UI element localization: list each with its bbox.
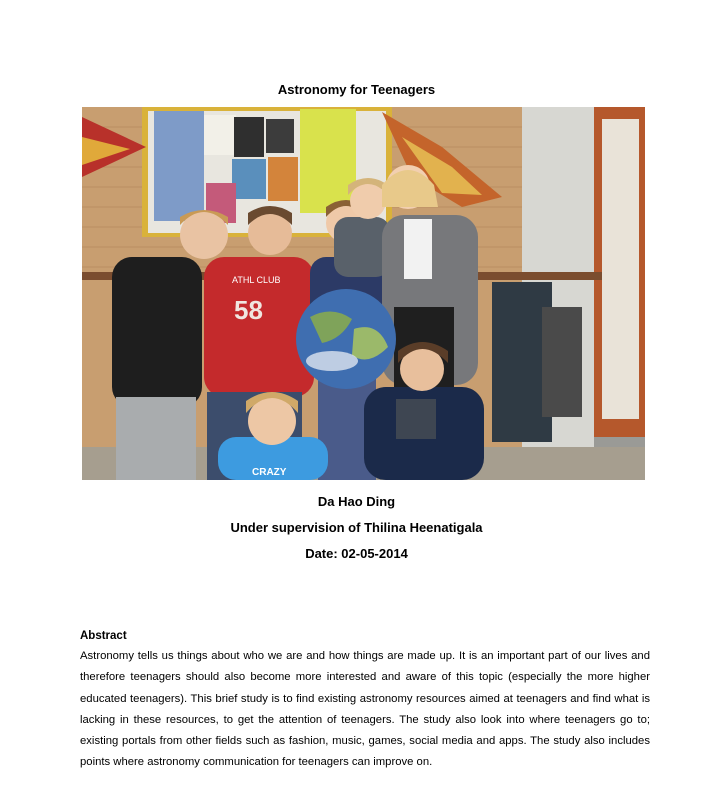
supervisor-line: Under supervision of Thilina Heenatigala [230, 520, 483, 535]
document-title: Astronomy for Teenagers [277, 82, 436, 97]
shirt-text-58: 58 [234, 295, 263, 325]
abstract-heading: Abstract [80, 630, 127, 642]
abstract-section [80, 630, 650, 774]
shirt-text-athl-club: ATHL CLUB [232, 275, 281, 285]
author-name: Da Hao Ding [317, 494, 396, 509]
abstract-body: Astronomy tells us things about who we are and how things are made up. It is an important part of our lives and therefore teenagers should also become more interested and aware of this topic (especially the more higher educated teenagers). This brief study is to find existing astronomy resources aimed at teenagers and find what is lacking in these resources, to get the attention of teenagers. The study also look into where teenagers go to; existing portals from other fields such as fashion, music, games, social media and apps. The study also includes points where astronomy communication for teenagers can improve on. [80, 650, 650, 769]
shirt-text-crazy: CRAZY [252, 467, 287, 478]
cover-photo [82, 107, 645, 480]
date-line: Date: 02-05-2014 [305, 546, 408, 561]
